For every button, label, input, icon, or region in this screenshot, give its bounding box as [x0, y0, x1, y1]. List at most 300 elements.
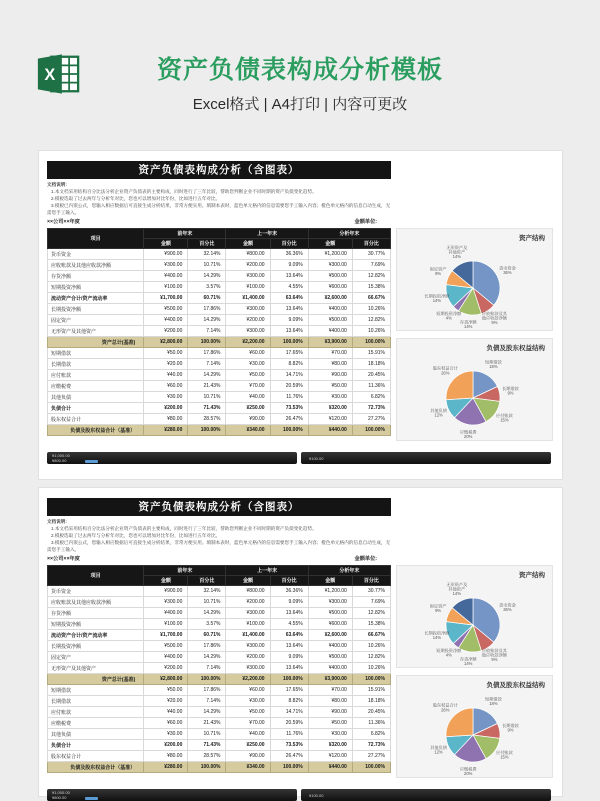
table-row: [48, 414, 391, 425]
truncated-bar-chart-right: [301, 452, 551, 464]
pie-label: 应收账款及其他应收款净额 9%: [481, 310, 507, 325]
cell-value: 17.86%: [188, 304, 226, 315]
bar-top-marker: [85, 460, 98, 463]
table-row: [48, 249, 391, 260]
cell-value: ¥500.00: [308, 652, 352, 663]
col-header-percent: 百分比: [188, 239, 226, 249]
cell-value: ¥1,400.00: [226, 630, 270, 641]
cell-value: 6.82%: [352, 392, 390, 403]
pie-label: 无形资产及其他资产 14%: [446, 245, 468, 260]
col-header-year-1: 上一年末: [226, 566, 308, 576]
cell-value: 15.91%: [352, 348, 390, 359]
bar-axis-label: ¥100.00: [309, 456, 324, 461]
table-row: [48, 586, 391, 597]
svg-text:X: X: [44, 66, 56, 85]
pie-label: 无形资产及其他资产 14%: [446, 582, 468, 597]
cell-value: ¥80.00: [144, 751, 188, 762]
cell-value: 10.26%: [352, 663, 390, 674]
table-row: [48, 652, 391, 663]
row-label: 应付账款: [48, 370, 144, 381]
cell-value: ¥200.00: [144, 663, 188, 674]
cell-value: ¥80.00: [144, 414, 188, 425]
cell-value: ¥800.00: [226, 249, 270, 260]
cell-value: 14.29%: [188, 707, 226, 718]
cell-value: 7.69%: [352, 260, 390, 271]
cell-value: ¥70.00: [226, 381, 270, 392]
cell-value: ¥60.00: [226, 685, 270, 696]
cell-value: ¥300.00: [144, 260, 188, 271]
cell-value: 17.86%: [188, 685, 226, 696]
cell-value: 10.26%: [352, 304, 390, 315]
table-row: [48, 751, 391, 762]
cell-value: 11.76%: [270, 729, 308, 740]
cell-value: 100.00%: [270, 762, 308, 773]
pie-label: 固定资产 9%: [429, 266, 447, 277]
sheet-title: 资产负债表构成分析（含图表）: [47, 498, 391, 516]
cell-value: ¥20.00: [144, 359, 188, 370]
cell-value: 100.00%: [188, 337, 226, 348]
col-header-year-1: 上一年末: [226, 229, 308, 239]
cell-value: ¥70.00: [308, 685, 352, 696]
cell-value: ¥300.00: [226, 326, 270, 337]
cell-value: 28.57%: [188, 414, 226, 425]
cell-value: 14.29%: [188, 370, 226, 381]
row-label: 其他负债: [48, 392, 144, 403]
cell-value: 71.43%: [188, 403, 226, 414]
cell-value: ¥2,800.00: [144, 337, 188, 348]
cell-value: ¥70.00: [226, 718, 270, 729]
cell-value: 21.43%: [188, 718, 226, 729]
cell-value: ¥50.00: [308, 718, 352, 729]
row-label: 应收账款及其他应收款净额: [48, 597, 144, 608]
sheet-title: 资产负债表构成分析（含图表）: [47, 161, 391, 179]
cell-value: ¥120.00: [308, 414, 352, 425]
col-header-percent: 百分比: [352, 576, 390, 586]
cell-value: 8.82%: [270, 359, 308, 370]
cell-value: ¥400.00: [144, 315, 188, 326]
table-row: [48, 304, 391, 315]
cell-value: ¥100.00: [226, 282, 270, 293]
col-header-item: 项目: [48, 229, 144, 249]
cell-value: ¥340.00: [226, 762, 270, 773]
pie-label: 股东权益合计 26%: [432, 702, 458, 713]
cell-value: 60.71%: [188, 630, 226, 641]
bar-axis-label: ¥1,000.00: [52, 453, 70, 458]
col-header-item: 项目: [48, 566, 144, 586]
row-label: 存货净额: [48, 271, 144, 282]
cell-value: ¥40.00: [226, 729, 270, 740]
cell-value: ¥200.00: [144, 403, 188, 414]
cell-value: 17.65%: [270, 685, 308, 696]
cell-value: ¥200.00: [226, 260, 270, 271]
pie-label: 应付账款 15%: [496, 750, 513, 760]
table-row: [48, 425, 391, 436]
pie-label: 存货净额 14%: [459, 319, 477, 329]
cell-value: ¥100.00: [144, 282, 188, 293]
cell-value: 100.00%: [188, 425, 226, 436]
cell-value: ¥280.00: [144, 425, 188, 436]
table-row: [48, 282, 391, 293]
cell-value: 20.45%: [352, 370, 390, 381]
cell-value: ¥300.00: [308, 597, 352, 608]
template-preview-card-1: [38, 150, 563, 480]
cell-value: ¥250.00: [226, 403, 270, 414]
cell-value: 14.29%: [188, 652, 226, 663]
cell-value: 14.29%: [188, 608, 226, 619]
row-label: 长期借款: [48, 359, 144, 370]
cell-value: 9.09%: [270, 597, 308, 608]
cell-value: 32.14%: [188, 249, 226, 260]
truncated-bar-chart-right: [301, 789, 551, 801]
cell-value: ¥1,700.00: [144, 293, 188, 304]
col-header-amount: 金额: [226, 576, 270, 586]
table-row: [48, 370, 391, 381]
col-header-year-0: 前年末: [144, 566, 226, 576]
cell-value: ¥300.00: [226, 304, 270, 315]
cell-value: 36.36%: [270, 249, 308, 260]
col-header-amount: 金额: [144, 239, 188, 249]
pie-label: 货币资金 36%: [499, 265, 516, 276]
cell-value: 66.67%: [352, 293, 390, 304]
cell-value: ¥2,800.00: [144, 674, 188, 685]
sheet-note-line: 2.模板选取了过去两年与分析年对比，您也可以增加对比年份，比如进行五年对比。: [51, 532, 221, 538]
cell-value: 10.71%: [188, 729, 226, 740]
page-subtitle: Excel格式 | A4打印 | 内容可更改: [192, 96, 408, 113]
row-label: 应付账款: [48, 707, 144, 718]
cell-value: ¥50.00: [226, 707, 270, 718]
balance-sheet-table: [47, 565, 391, 773]
cell-value: ¥500.00: [308, 315, 352, 326]
cell-value: 10.26%: [352, 641, 390, 652]
cell-value: ¥30.00: [308, 729, 352, 740]
charts-column: [396, 498, 553, 785]
row-label: 短期借款: [48, 685, 144, 696]
cell-value: 27.27%: [352, 751, 390, 762]
cell-value: 28.57%: [188, 751, 226, 762]
cell-value: ¥80.00: [308, 359, 352, 370]
cell-value: ¥90.00: [226, 751, 270, 762]
col-header-year-2: 分析年末: [308, 566, 390, 576]
cell-value: 100.00%: [188, 762, 226, 773]
cell-value: ¥500.00: [144, 641, 188, 652]
cell-value: ¥900.00: [144, 249, 188, 260]
col-header-amount: 金额: [308, 239, 352, 249]
cell-value: ¥100.00: [144, 619, 188, 630]
col-header-percent: 百分比: [188, 576, 226, 586]
cell-value: 72.73%: [352, 740, 390, 751]
pie-label: 应缴税费 20%: [459, 766, 477, 776]
cell-value: ¥2,200.00: [226, 674, 270, 685]
col-header-year-2: 分析年末: [308, 229, 390, 239]
row-label: 无形资产及其他资产: [48, 663, 144, 674]
amount-unit-label: 金额单位:: [354, 219, 377, 226]
company-year-label: ××公司××年度: [47, 219, 80, 226]
row-label: 长期借款: [48, 696, 144, 707]
table-row: [48, 674, 391, 685]
cell-value: ¥200.00: [226, 652, 270, 663]
row-label: 应收账款及其他应收款净额: [48, 260, 144, 271]
cell-value: 26.47%: [270, 414, 308, 425]
row-label: 其他负债: [48, 729, 144, 740]
cell-value: 13.64%: [270, 271, 308, 282]
cell-value: ¥1,200.00: [308, 249, 352, 260]
table-row: [48, 359, 391, 370]
cell-value: 7.14%: [188, 326, 226, 337]
row-label: 短期投资净额: [48, 619, 144, 630]
cell-value: 72.73%: [352, 403, 390, 414]
cell-value: ¥320.00: [308, 740, 352, 751]
row-label: 存货净额: [48, 608, 144, 619]
cell-value: ¥320.00: [308, 403, 352, 414]
cell-value: 30.77%: [352, 249, 390, 260]
row-label: 流动资产合计/资产流动率: [48, 630, 144, 641]
row-label: 固定资产: [48, 652, 144, 663]
cell-value: 3.57%: [188, 282, 226, 293]
truncated-bar-chart-left: [47, 452, 297, 464]
cell-value: 10.71%: [188, 260, 226, 271]
chart-title: 负债及股东权益结构: [486, 682, 545, 689]
cell-value: 14.29%: [188, 271, 226, 282]
bar-axis-label: ¥100.00: [309, 793, 324, 798]
liability-equity-chart-panel: [396, 338, 553, 441]
table-row: [48, 630, 391, 641]
cell-value: ¥20.00: [144, 696, 188, 707]
sheet-note-line: 文档说明:: [47, 519, 67, 524]
table-row: [48, 260, 391, 271]
cell-value: 63.64%: [270, 293, 308, 304]
cell-value: ¥1,700.00: [144, 630, 188, 641]
col-header-percent: 百分比: [270, 239, 308, 249]
cell-value: 12.82%: [352, 315, 390, 326]
sheet-left-column: [47, 498, 391, 785]
cell-value: 100.00%: [270, 425, 308, 436]
cell-value: 18.18%: [352, 696, 390, 707]
pie-label: 股东权益合计 26%: [432, 365, 458, 376]
cell-value: 36.36%: [270, 586, 308, 597]
cell-value: 100.00%: [270, 337, 308, 348]
cell-value: ¥200.00: [226, 597, 270, 608]
col-header-year-0: 前年末: [144, 229, 226, 239]
row-label: 流动资产合计/资产流动率: [48, 293, 144, 304]
table-row: [48, 707, 391, 718]
row-label: 无形资产及其他资产: [48, 326, 144, 337]
pie-slice: [446, 708, 473, 737]
pie-label: 长期投资净额 14%: [424, 293, 450, 303]
sheet-note-line: 1.本文档采用结构百分比法分析企业资产负债表的主要构成，同时进行了三年比较，帮助您判断企业不同时期的资产负债变化趋势。: [51, 188, 317, 194]
table-row: [48, 381, 391, 392]
sheet-note-line: 1.本文档采用结构百分比法分析企业资产负债表的主要构成，同时进行了三年比较，帮助您判断企业不同时期的资产负债变化趋势。: [51, 525, 317, 531]
cell-value: ¥300.00: [226, 641, 270, 652]
cell-value: 10.26%: [352, 326, 390, 337]
cell-value: ¥2,200.00: [226, 337, 270, 348]
cell-value: ¥40.00: [144, 707, 188, 718]
cell-value: ¥300.00: [226, 608, 270, 619]
pie-label: 货币资金 36%: [499, 602, 516, 613]
cell-value: 32.14%: [188, 586, 226, 597]
cell-value: ¥90.00: [308, 707, 352, 718]
cell-value: ¥40.00: [144, 370, 188, 381]
page-header: [0, 0, 600, 140]
cell-value: ¥1,200.00: [308, 586, 352, 597]
cell-value: ¥50.00: [144, 348, 188, 359]
table-row: [48, 326, 391, 337]
cell-value: 10.71%: [188, 597, 226, 608]
cell-value: 73.53%: [270, 403, 308, 414]
cell-value: 26.47%: [270, 751, 308, 762]
cell-value: 100.00%: [352, 425, 390, 436]
col-header-amount: 金额: [308, 576, 352, 586]
cell-value: 20.59%: [270, 718, 308, 729]
row-label: 短期投资净额: [48, 282, 144, 293]
cell-value: ¥400.00: [308, 641, 352, 652]
pie-label: 长期借款 9%: [502, 722, 519, 733]
charts-column: [396, 161, 553, 448]
row-label: 负债合计: [48, 403, 144, 414]
pie-label: 固定资产 9%: [429, 603, 447, 614]
cell-value: ¥500.00: [308, 271, 352, 282]
cell-value: 17.65%: [270, 348, 308, 359]
sheet-note-line: 2.模板选取了过去两年与分析年对比，您也可以增加对比年份，比如进行五年对比。: [51, 195, 221, 201]
table-row: [48, 337, 391, 348]
amount-unit-label: 金额单位:: [354, 556, 377, 563]
sheet-left-column: [47, 161, 391, 448]
table-row: [48, 762, 391, 773]
row-label: 货币资金: [48, 249, 144, 260]
template-preview-card-2: [38, 487, 563, 800]
balance-sheet-table: [47, 228, 391, 436]
cell-value: 27.27%: [352, 414, 390, 425]
cell-value: ¥60.00: [226, 348, 270, 359]
cell-value: 21.43%: [188, 381, 226, 392]
cell-value: ¥600.00: [308, 282, 352, 293]
col-header-amount: 金额: [144, 576, 188, 586]
cell-value: ¥340.00: [226, 425, 270, 436]
cell-value: ¥50.00: [144, 685, 188, 696]
asset-structure-pie-chart: [397, 242, 554, 332]
pie-label: 短期投资净额 4%: [436, 648, 462, 658]
row-label: 负债及股东权益合计（基准）: [48, 762, 144, 773]
cell-value: 66.67%: [352, 630, 390, 641]
row-label: 资产总计(基准): [48, 674, 144, 685]
pie-label: 长期投资净额 14%: [424, 630, 450, 640]
table-row: [48, 619, 391, 630]
cell-value: 6.82%: [352, 729, 390, 740]
cell-value: 7.14%: [188, 359, 226, 370]
pie-label: 其他负债 12%: [430, 744, 447, 755]
sheet-note-line: 3.模板已内嵌公式，您输入相应数据后可直接生成分析结果，非常方便实用。填制本表时，蓝色单元格内的信息需要您手工输入内容；橙色单元格内的信息自动生成，无需您手工输入。: [47, 539, 391, 552]
cell-value: 13.64%: [270, 608, 308, 619]
company-row: [47, 218, 391, 227]
cell-value: 11.76%: [270, 392, 308, 403]
cell-value: 10.71%: [188, 392, 226, 403]
cell-value: ¥400.00: [144, 652, 188, 663]
cell-value: ¥500.00: [144, 304, 188, 315]
cell-value: 63.64%: [270, 630, 308, 641]
pie-slice: [446, 371, 473, 400]
cell-value: 30.77%: [352, 586, 390, 597]
bar-axis-label: ¥800.00: [52, 458, 67, 463]
pie-label: 短期投资净额 4%: [436, 311, 462, 321]
table-row: [48, 696, 391, 707]
cell-value: 3.57%: [188, 619, 226, 630]
cell-value: ¥300.00: [144, 597, 188, 608]
cell-value: ¥40.00: [226, 392, 270, 403]
cell-value: 11.36%: [352, 718, 390, 729]
cell-value: ¥400.00: [308, 663, 352, 674]
cell-value: ¥400.00: [308, 304, 352, 315]
cell-value: 7.14%: [188, 696, 226, 707]
cell-value: 11.36%: [352, 381, 390, 392]
cell-value: 4.55%: [270, 619, 308, 630]
liability-equity-pie-chart: [397, 689, 554, 779]
chart-title: 资产结构: [519, 235, 545, 242]
row-label: 固定资产: [48, 315, 144, 326]
cell-value: ¥30.00: [226, 359, 270, 370]
cell-value: 9.09%: [270, 260, 308, 271]
cell-value: ¥30.00: [226, 696, 270, 707]
cell-value: ¥30.00: [308, 392, 352, 403]
company-row: [47, 555, 391, 564]
cell-value: 7.69%: [352, 597, 390, 608]
pie-label: 短期借款 18%: [485, 696, 502, 707]
cell-value: ¥2,600.00: [308, 293, 352, 304]
pie-label: 短期借款 18%: [485, 359, 502, 370]
liability-equity-chart-panel: [396, 675, 553, 778]
table-row: [48, 729, 391, 740]
cell-value: ¥300.00: [308, 260, 352, 271]
pie-label: 存货净额 14%: [459, 656, 477, 666]
table-row: [48, 740, 391, 751]
cell-value: ¥300.00: [226, 663, 270, 674]
table-row: [48, 315, 391, 326]
table-row: [48, 597, 391, 608]
bar-axis-label: ¥800.00: [52, 795, 67, 800]
cell-value: 13.64%: [270, 304, 308, 315]
asset-structure-chart-panel: [396, 228, 553, 331]
cell-value: ¥3,900.00: [308, 337, 352, 348]
cell-value: 71.43%: [188, 740, 226, 751]
cell-value: ¥200.00: [144, 326, 188, 337]
cell-value: 15.38%: [352, 282, 390, 293]
cell-value: 15.91%: [352, 685, 390, 696]
table-row: [48, 403, 391, 414]
row-label: 应缴税费: [48, 381, 144, 392]
cell-value: ¥500.00: [308, 608, 352, 619]
cell-value: ¥600.00: [308, 619, 352, 630]
row-label: 股东权益合计: [48, 751, 144, 762]
cell-value: 100.00%: [188, 674, 226, 685]
cell-value: 12.82%: [352, 608, 390, 619]
cell-value: ¥250.00: [226, 740, 270, 751]
truncated-bar-charts: [47, 452, 554, 464]
cell-value: 12.82%: [352, 652, 390, 663]
cell-value: ¥50.00: [226, 370, 270, 381]
cell-value: 8.82%: [270, 696, 308, 707]
cell-value: 15.38%: [352, 619, 390, 630]
cell-value: 20.59%: [270, 381, 308, 392]
truncated-bar-charts: [47, 789, 554, 801]
cell-value: 17.86%: [188, 641, 226, 652]
cell-value: 20.45%: [352, 707, 390, 718]
table-row: [48, 392, 391, 403]
cell-value: 14.71%: [270, 707, 308, 718]
asset-structure-chart-panel: [396, 565, 553, 668]
table-row: [48, 271, 391, 282]
cell-value: 13.64%: [270, 663, 308, 674]
cell-value: 9.09%: [270, 315, 308, 326]
cell-value: ¥50.00: [308, 381, 352, 392]
cell-value: 14.71%: [270, 370, 308, 381]
